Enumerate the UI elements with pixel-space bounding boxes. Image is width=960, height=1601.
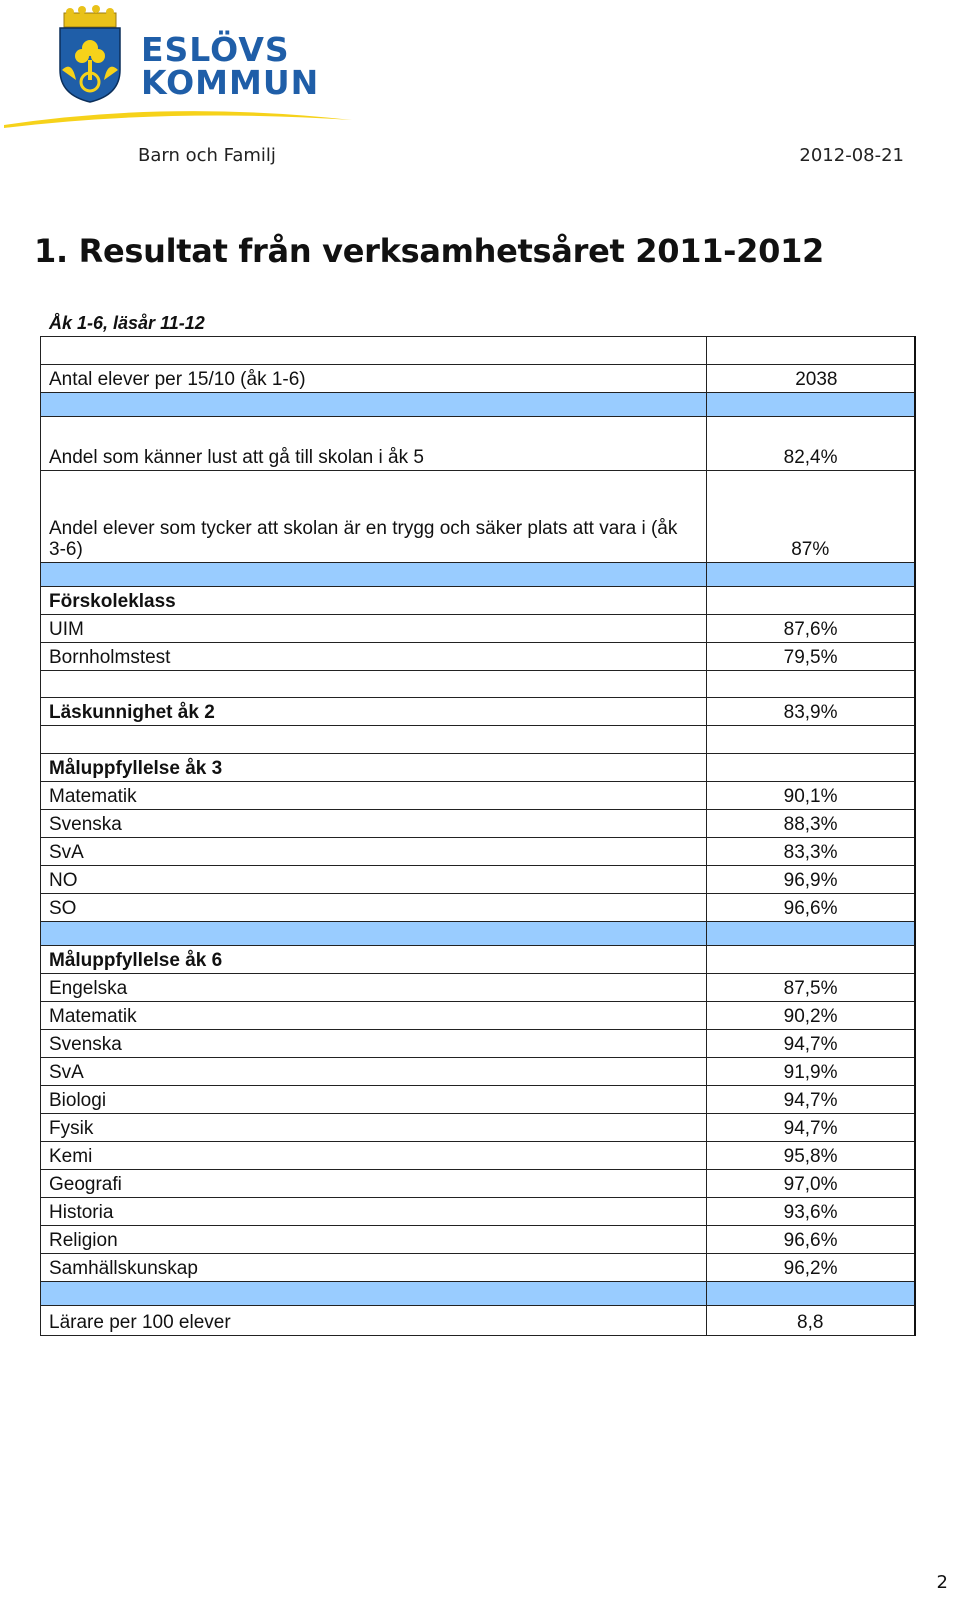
row-value [707,393,915,417]
row-label: Förskoleklass [41,587,707,615]
row-value [707,754,915,782]
table-row [41,1254,915,1282]
row-value [707,671,915,698]
table-row [41,417,915,471]
table-row [41,1058,915,1086]
row-label [41,922,707,946]
results-table-body [41,337,915,1336]
table-row [41,393,915,417]
row-value: 83,9% [707,698,915,726]
table-row [41,1306,915,1336]
org-name-line1: ESLÖVS [141,30,290,69]
table-row [41,365,915,393]
row-label: Geografi [41,1170,707,1198]
row-label: Antal elever per 15/10 (åk 1-6) [41,365,707,393]
row-value [707,946,915,974]
row-value: 96,6% [707,1226,915,1254]
row-label: Lärare per 100 elever [41,1306,707,1336]
row-label: Läskunnighet åk 2 [41,698,707,726]
table-row [41,615,915,643]
row-label: Matematik [41,1002,707,1030]
row-value: 94,7% [707,1086,915,1114]
row-label [41,563,707,587]
row-value: 94,7% [707,1030,915,1058]
results-table [40,336,916,1336]
row-value: 87% [707,471,915,563]
table-row [41,643,915,671]
row-value [707,922,915,946]
row-value: 82,4% [707,417,915,471]
org-name-line2: KOMMUN [141,63,320,102]
table-row [41,810,915,838]
row-label: UIM [41,615,707,643]
row-label [41,671,707,698]
table-row [41,1114,915,1142]
row-value: 83,3% [707,838,915,866]
page-title: 1. Resultat från verksamhetsåret 2011-2012 [34,232,825,270]
row-label: Andel som känner lust att gå till skolan i åk 5 [41,417,707,471]
table-row [41,1002,915,1030]
table-row [41,471,915,563]
table-row [41,1198,915,1226]
row-value: 96,9% [707,866,915,894]
table-row [41,698,915,726]
row-label [41,1282,707,1306]
row-value: 90,2% [707,1002,915,1030]
row-label: SvA [41,1058,707,1086]
table-row [41,782,915,810]
row-label [41,337,707,365]
row-value: 8,8 [707,1306,915,1336]
row-value: 87,5% [707,974,915,1002]
table-row [41,922,915,946]
table-row [41,671,915,698]
page-number: 2 [936,1572,948,1593]
table-subtitle: Åk 1-6, läsår 11-12 [49,313,205,333]
row-label: Religion [41,1226,707,1254]
row-label: Matematik [41,782,707,810]
row-label: Svenska [41,810,707,838]
table-row [41,894,915,922]
table-row [41,726,915,754]
row-label: Måluppfyllelse åk 3 [41,754,707,782]
row-value: 96,2% [707,1254,915,1282]
row-value: 88,3% [707,810,915,838]
row-label [41,726,707,754]
row-value: 94,7% [707,1114,915,1142]
table-row [41,1226,915,1254]
row-label: Svenska [41,1030,707,1058]
table-row [41,1142,915,1170]
row-label: Biologi [41,1086,707,1114]
document-date: 2012-08-21 [799,145,904,166]
municipality-logo [0,0,380,135]
row-value: 87,6% [707,615,915,643]
row-label: Engelska [41,974,707,1002]
department-label: Barn och Familj [138,145,276,166]
row-label: Fysik [41,1114,707,1142]
row-value: 2038 [707,365,915,393]
table-row [41,337,915,365]
row-value: 91,9% [707,1058,915,1086]
table-row [41,946,915,974]
row-value: 96,6% [707,894,915,922]
row-value: 93,6% [707,1198,915,1226]
table-row [41,866,915,894]
row-value [707,1282,915,1306]
row-label: Bornholmstest [41,643,707,671]
row-label: Andel elever som tycker att skolan är en trygg och säker plats att vara i (åk 3-6) [41,471,707,563]
table-row [41,974,915,1002]
table-row [41,1282,915,1306]
row-value [707,337,915,365]
table-row [41,838,915,866]
table-row [41,754,915,782]
row-value [707,587,915,615]
row-value: 97,0% [707,1170,915,1198]
row-label: Måluppfyllelse åk 6 [41,946,707,974]
row-label [41,393,707,417]
table-row [41,1030,915,1058]
row-label: Samhällskunskap [41,1254,707,1282]
row-label: Historia [41,1198,707,1226]
table-row [41,1170,915,1198]
row-label: NO [41,866,707,894]
row-value [707,726,915,754]
row-label: Kemi [41,1142,707,1170]
table-row [41,563,915,587]
row-value: 79,5% [707,643,915,671]
row-label: SO [41,894,707,922]
row-label: SvA [41,838,707,866]
org-name [141,30,320,102]
row-value: 95,8% [707,1142,915,1170]
row-value [707,563,915,587]
table-row [41,587,915,615]
table-row [41,1086,915,1114]
row-value: 90,1% [707,782,915,810]
